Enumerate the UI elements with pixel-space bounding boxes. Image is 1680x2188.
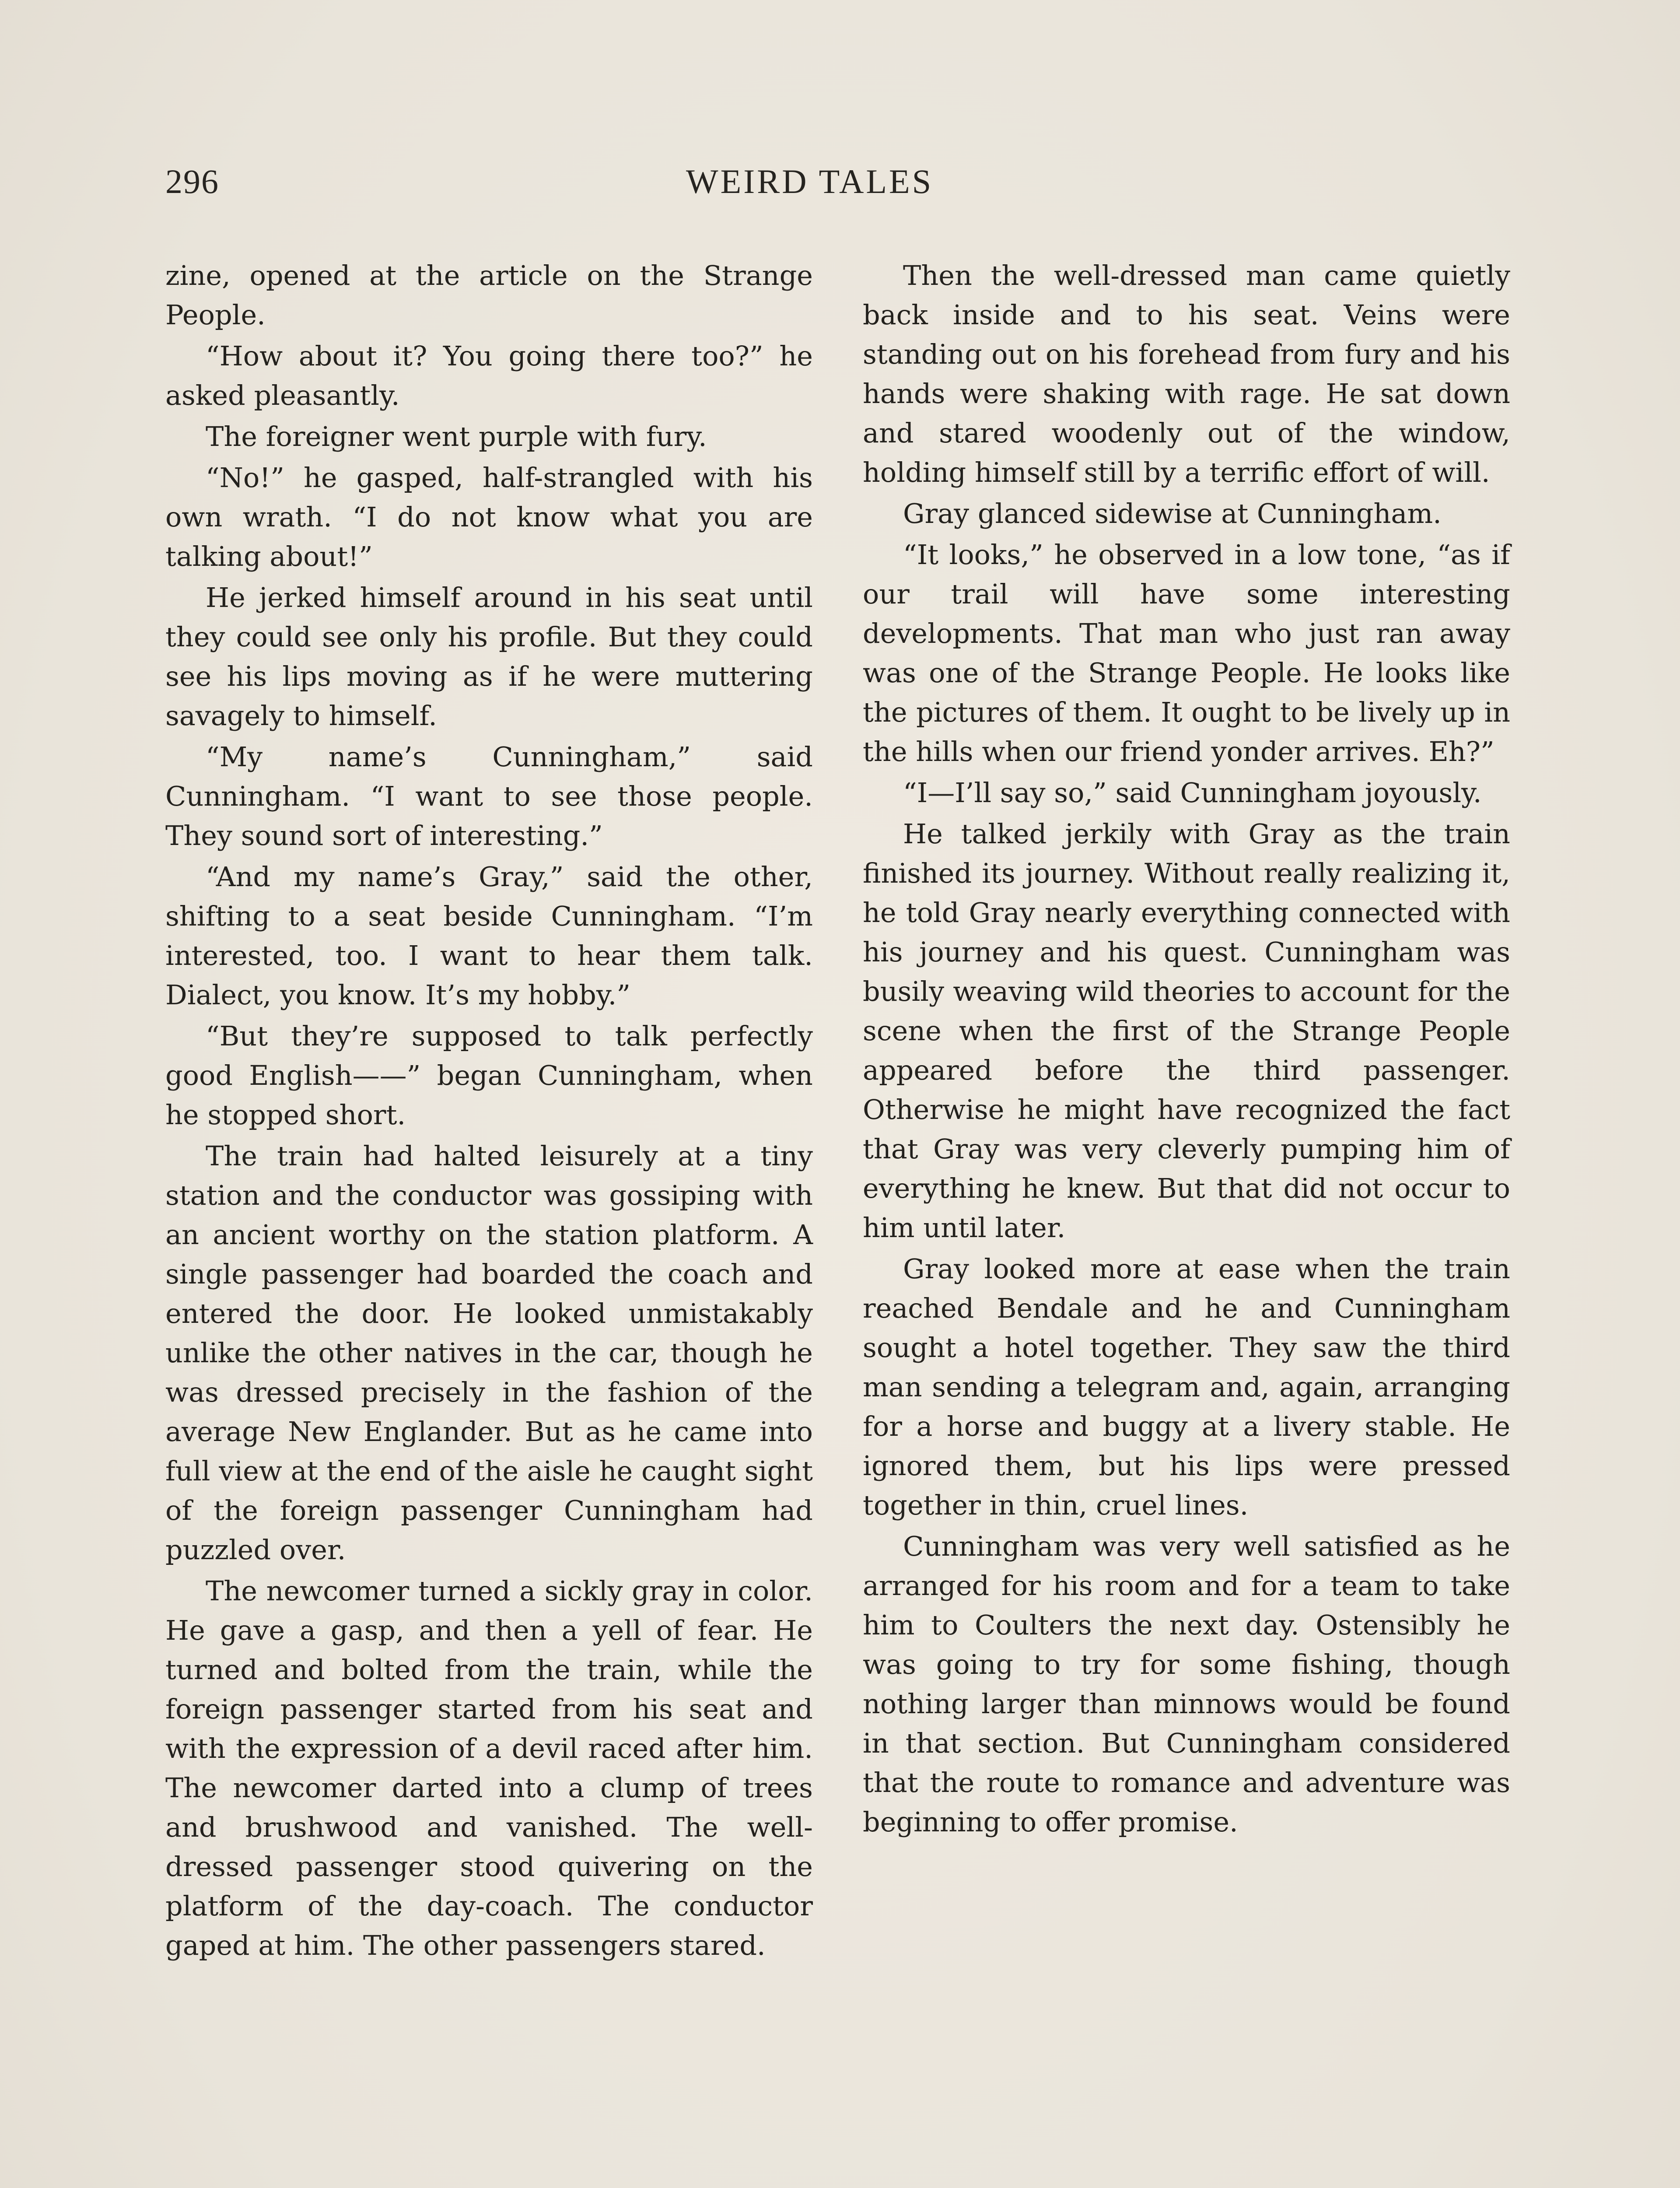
paragraph: The train had halted leisurely at a tiny station and the conductor was gossiping with an ancient worthy on the station platform. A single passenger had boarded the coach and entered the door. He looked unmistakably unlike the other natives in the car, though he was dressed precisely in the fashion of the average New Englander. But as he came into full view at the end of the aisle he caught sight of the foreign passenger Cunningham had puzzled over. <box>165 1140 813 1566</box>
paragraph: “And my name’s Gray,” said the other, shifting to a seat beside Cunningham. “I’m interested, too. I want to hear them talk. Dialect, you know. It’s my hobby.” <box>165 861 813 1011</box>
page-number: 296 <box>165 162 219 200</box>
right-text-column <box>863 256 1510 1842</box>
paragraph: Cunningham was very well satisfied as he arranged for his room and for a team to take him to Coulters the next day. Ostensibly he was going to try for some fishing, though nothing larger than minnows would be found in that section. But Cunningham considered that the route to romance and adventure was beginning to offer promise. <box>863 1530 1510 1838</box>
paragraph: The newcomer turned a sickly gray in color. He gave a gasp, and then a yell of fear. He turned and bolted from the train, while the foreign passenger started from his seat and with the expression of a devil raced after him. The newcomer darted into a clump of trees and brushwood and vanished. The well-dressed passenger stood quivering on the platform of the day-coach. The conductor gaped at him. The other passengers stared. <box>165 1575 813 1961</box>
paragraph: “How about it? You going there too?” he asked pleasantly. <box>165 340 813 411</box>
running-head <box>165 160 1517 203</box>
paragraph: “It looks,” he observed in a low tone, “as if our trail will have some interesting developments. That man who just ran away was one of the Strange People. He looks like the pictures of them. It ought to be lively up in the hills when our friend yonder arrives. Eh?” <box>863 539 1510 768</box>
paragraph: “But they’re supposed to talk perfectly good English——” began Cunningham, when he stopped short. <box>165 1020 813 1131</box>
magazine-title: WEIRD TALES <box>686 162 934 200</box>
paragraph: “My name’s Cunningham,” said Cunningham. “I want to see those people. They sound sort of interesting.” <box>165 741 813 852</box>
paragraph: The foreigner went purple with fury. <box>206 421 707 452</box>
paragraph: He talked jerkily with Gray as the train finished its journey. Without really realizing it, he told Gray nearly everything connected with his journey and his quest. Cunningham was busily weaving wild theories to account for the scene when the first of the Strange People appeared before the third passenger. Otherwise he might have recognized the fact that Gray was very cleverly pumping him of everything he knew. But that did not occur to him until later. <box>863 818 1510 1244</box>
paragraph: zine, opened at the article on the Strange People. <box>165 259 813 331</box>
left-text-column <box>165 256 813 1965</box>
paragraph: “No!” he gasped, half-strangled with his own wrath. “I do not know what you are talking about!” <box>165 462 813 572</box>
paragraph: Then the well-dressed man came quietly back inside and to his seat. Veins were standing out on his forehead from fury and his hands were shaking with rage. He sat down and stared woodenly out of the window, holding himself still by a terrific effort of will. <box>863 259 1510 488</box>
paragraph: “I—I’ll say so,” said Cunningham joyously. <box>903 777 1482 809</box>
paragraph: Gray looked more at ease when the train reached Bendale and he and Cunningham sought a hotel together. They saw the third man sending a telegram and, again, arranging for a horse and buggy at a livery stable. He ignored them, but his lips were pressed together in thin, cruel lines. <box>863 1253 1510 1521</box>
paragraph: Gray glanced sidewise at Cunningham. <box>903 498 1442 529</box>
paragraph: He jerked himself around in his seat until they could see only his profile. But they could see his lips moving as if he were muttering savagely to himself. <box>165 582 813 732</box>
